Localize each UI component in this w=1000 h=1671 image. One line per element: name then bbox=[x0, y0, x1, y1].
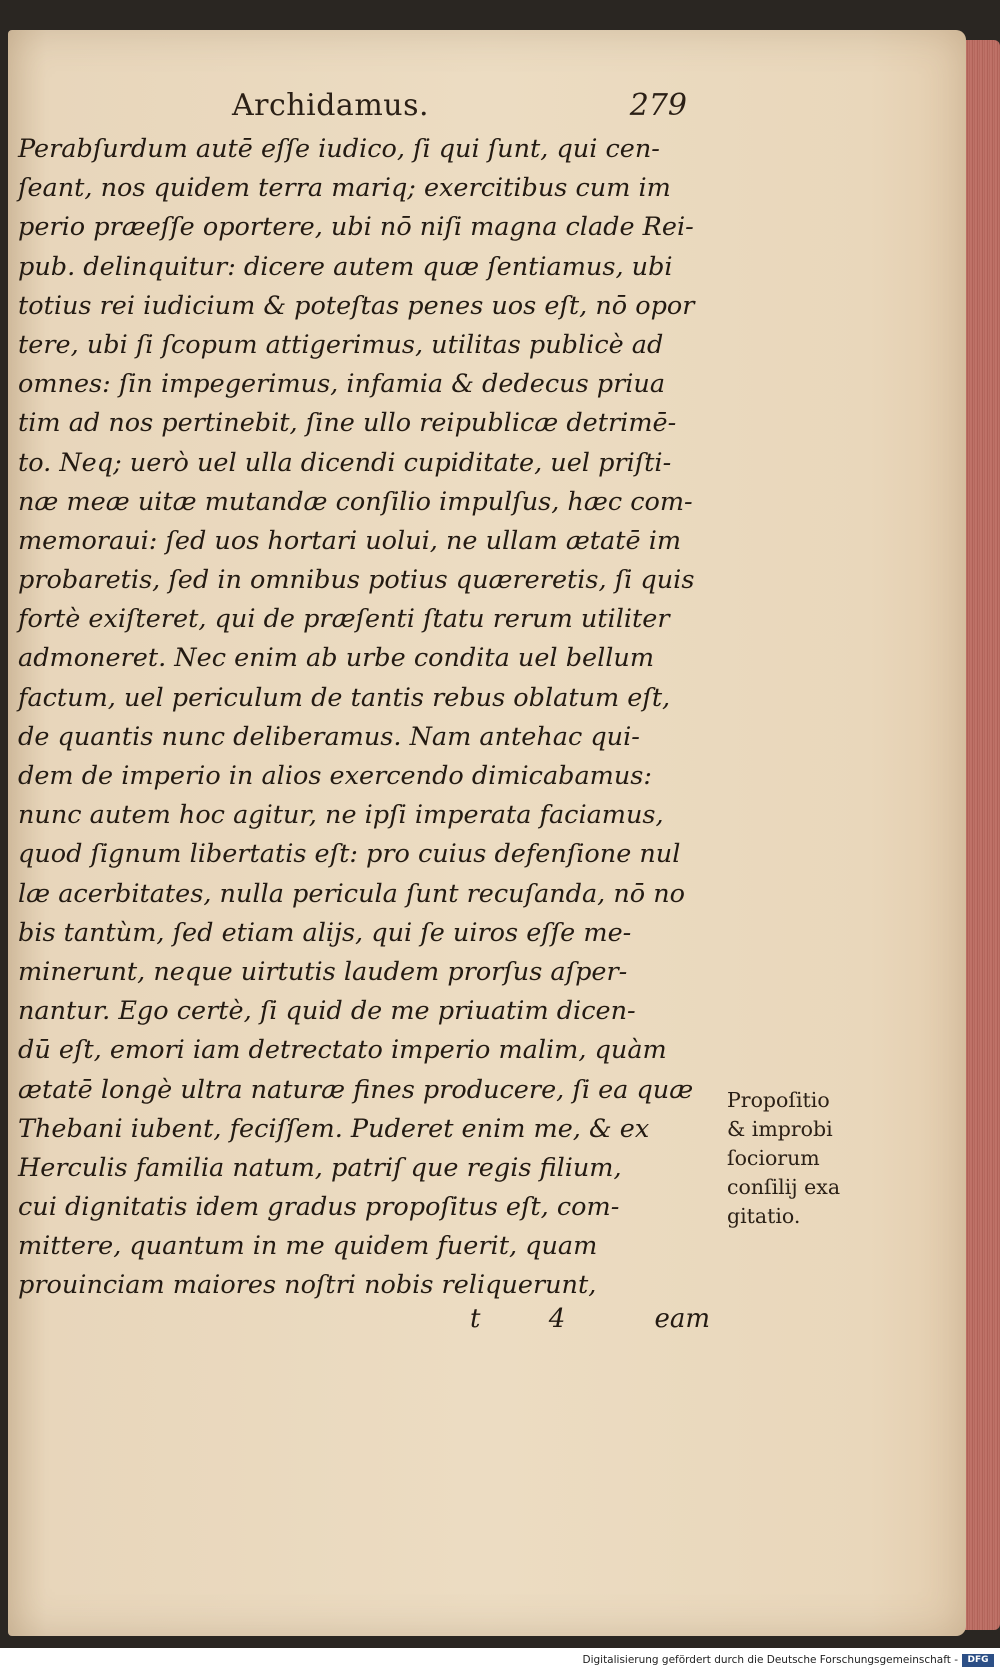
text-line: minerunt, neque uirtutis laudem prorſus aſper- bbox=[18, 956, 628, 987]
text-line: dū eſt, emori iam detrectato imperio malim, quàm bbox=[18, 1035, 667, 1066]
running-head bbox=[232, 88, 687, 128]
text-line: memoraui: ſed uos hortari uolui, ne ullam ætatē im bbox=[18, 525, 682, 556]
text-line: nunc autem hoc agitur, ne ipſi imperata faciamus, bbox=[18, 800, 664, 831]
text-line: factum, uel periculum de tantis rebus oblatum eſt, bbox=[18, 682, 671, 713]
marginal-note-line: ſociorum bbox=[727, 1146, 820, 1170]
text-line: tim ad nos pertinebit, ſine ullo reipublicæ detrimē- bbox=[18, 408, 677, 439]
signature-line bbox=[470, 1304, 710, 1340]
text-line: næ meæ uitæ mutandæ conſilio impulſus, hæc com- bbox=[18, 486, 693, 517]
text-line: dem de imperio in alios exercendo dimicabamus: bbox=[18, 761, 652, 791]
text-line: cui dignitatis idem gradus propoſitus eſt, com- bbox=[18, 1192, 620, 1223]
text-line: mittere, quantum in me quidem fuerit, quam bbox=[18, 1231, 598, 1262]
text-line: nantur. Ego certè, ſi quid de me priuatim dicen- bbox=[18, 996, 636, 1027]
page-edge bbox=[964, 40, 1000, 1630]
text-line: quod ſignum libertatis eſt: pro cuius defenſione nul bbox=[18, 839, 681, 870]
text-line: to. Neq; uerò uel ulla dicendi cupiditate, uel priſti- bbox=[18, 447, 672, 478]
text-line: ætatē longè ultra naturæ fines producere, ſi ea quæ bbox=[18, 1074, 694, 1105]
text-line: Thebani iubent, feciſſem. Puderet enim me, & ex bbox=[18, 1113, 650, 1144]
marginal-note-line: gitatio. bbox=[727, 1204, 801, 1228]
text-line: ſeant, nos quidem terra mariq; exercitibus cum im bbox=[18, 173, 671, 204]
running-title: Archidamus. bbox=[232, 88, 430, 123]
marginal-note-line: Propoſitio bbox=[727, 1088, 830, 1112]
dfg-logo: DFG bbox=[962, 1654, 994, 1667]
text-line: læ acerbitates, nulla pericula ſunt recuſanda, nō no bbox=[18, 878, 686, 909]
text-line: pub. delinquitur: dicere autem quæ ſentiamus, ubi bbox=[18, 251, 673, 282]
text-line: Herculis familia natum, patriſ que regis filium, bbox=[18, 1152, 622, 1183]
catchword: eam bbox=[654, 1304, 710, 1334]
text-line: admoneret. Nec enim ab urbe condita uel bellum bbox=[18, 643, 655, 674]
text-line: totius rei iudicium & poteſtas penes uos eſt, nō opor bbox=[18, 290, 695, 321]
text-line: perio præeſſe oportere, ubi nō niſi magna clade Rei- bbox=[18, 212, 694, 243]
footer-credit: Digitalisierung gefördert durch die Deutsche Forschungsgemeinschaft - bbox=[582, 1654, 958, 1666]
page-number: 279 bbox=[629, 88, 687, 123]
marginal-note-line: conſilij exa bbox=[727, 1175, 841, 1199]
text-line: de quantis nunc deliberamus. Nam antehac qui- bbox=[18, 721, 640, 752]
text-line: tere, ubi ſi ſcopum attigerimus, utilitas publicè ad bbox=[18, 329, 664, 360]
text-line: omnes: ſin impegerimus, infamia & dedecus priua bbox=[18, 369, 666, 400]
signature-mark: t 4 bbox=[470, 1304, 596, 1334]
body-text bbox=[18, 130, 718, 1306]
text-line: fortè exiſteret, qui de præſenti ſtatu rerum utiliter bbox=[18, 604, 670, 635]
marginal-note-line: & improbi bbox=[727, 1117, 833, 1141]
marginal-note bbox=[727, 1086, 847, 1231]
text-line: prouinciam maiores noſtri nobis reliquerunt, bbox=[18, 1270, 597, 1301]
text-line: bis tantùm, ſed etiam alijs, qui ſe uiros eſſe me- bbox=[18, 917, 632, 948]
footer-bar bbox=[0, 1651, 1000, 1671]
text-line: Perabſurdum autē eſſe iudico, ſi qui ſunt, qui cen- bbox=[18, 134, 660, 164]
text-line: probaretis, ſed in omnibus potius quæreretis, ſi quis bbox=[18, 565, 695, 596]
